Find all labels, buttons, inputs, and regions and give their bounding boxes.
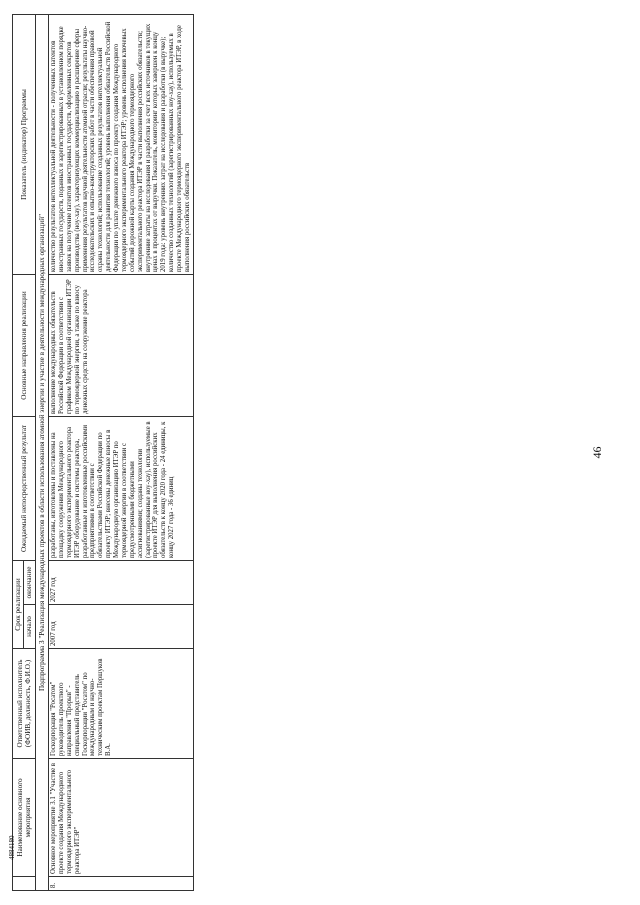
page-number: 46 [590,446,604,459]
row-responsible: Госкорпорация "Росатом" руководитель проектного направления "Прорыв" - специальный представитель Госкорпорации "Росатом" по международным и научно-техническим проектам Першуков В.А. [49,649,194,759]
header-row [13,15,24,891]
row-end: 2027 год [49,561,194,605]
header-term: Срок реализации [13,561,24,649]
program-table [12,14,194,891]
header-number [13,877,36,891]
row-event: Основное мероприятие 3.1 "Участие в проекте создания Международного термоядерного экспериментального реактора ИТЭР" [49,759,194,877]
header-result: Ожидаемый непосредственный результат [13,417,36,561]
row-directions: выполнение международных обязательств Российской Федерации в соответствии с графиком Международной организации ИТЭР по термоядерной энергии, а также по взносу денежных средств на сооружение реактора [49,275,194,417]
row-result: разработаны, изготовлены и поставлены на площадку сооружения Международного термоядерного экспериментального реактора ИТЭР оборудование и системы реактора, разработанные и изготовленные российскими предприятиями в соответствии с обязательствами Российской Федерации по проекту ИТЭР; внесены денежные взносы в Международную организацию ИТЭР по термоядерной энергии в соответствии с предусмотренными бюджетными ассигнованиями; созданы технологии (зарегистрированные ноу-хау), используемые в проекте ИТЭР для выполнения российских обязательств к концу 2020 года - 24 единицы, к концу 2027 года - 36 единиц [49,417,194,561]
subprogram-title: Подпрограмма 3 "Реализация международных проектов в области использования атомной энергии и участие в деятельности международных организаций" [35,15,48,891]
header-directions: Основные направления реализации [13,275,36,417]
header-event: Наименование основного мероприятия [13,759,36,877]
document-id: 4884180 [8,835,16,860]
table-row [49,15,194,891]
header-start: начало [24,605,35,649]
row-indicator: количество результатов интеллектуальной деятельности - полученных патентов иностранных государств, поданных и зарегистрированных в установленном порядке заявок на получение патентов иностранных государств, оформленных секретов производства (ноу-хау), характеризующих коммерциализацию и расширение сферы применения результатов научной деятельности атомной отрасли; результаты научно-исследовательских и опытно-конструкторских работ в части обеспечения правовой охраны технологий; использование созданных результатов интеллектуальной деятельности для развития технологий; уровень выполнения обязательств Российской Федерации по уплате денежного взноса по проекту создания Международного термоядерного экспериментального реактора ИТЭР; уровень исполнения ключевых событий дорожной карты создания Международного термоядерного экспериментального реактора ИТЭР в части выполнения российских обязательств; внутренние затраты на исследования и разработки за счет всех источников в текущих ценах в процентах от выручки. Показатель, мониторинг которых завершен к концу 2019 года: уровень внутренних затрат на исследования и разработки (в выручке); количество созданных технологий (зарегистрированных ноу-хау), используемых в проекте Международного термоядерного экспериментального реактора ИТЭР, в ходе выполнения российских обязательств [49,15,194,275]
header-responsible: Ответственный исполнитель (ФОИВ, должность, Ф.И.О.) [13,649,36,759]
subprogram-row [35,15,48,891]
header-indicator: Показатель (индикатор) Программы [13,15,36,275]
row-start: 2007 год [49,605,194,649]
row-number: 8. [49,877,194,891]
header-end: окончание [24,561,35,605]
